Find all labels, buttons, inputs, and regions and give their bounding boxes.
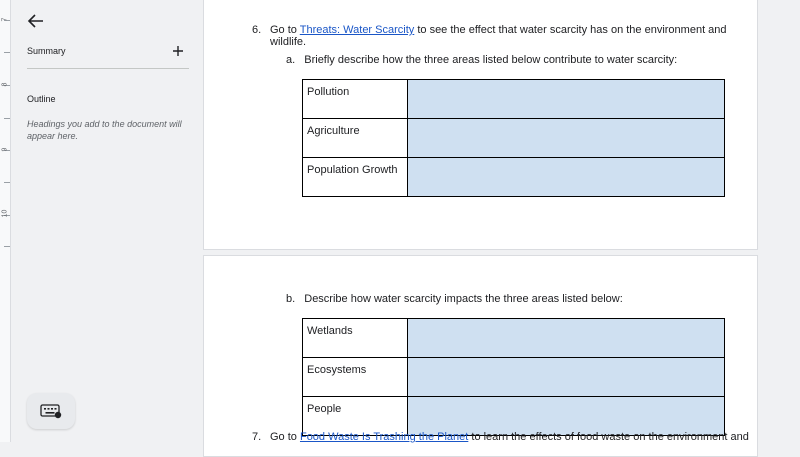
add-summary-plus-icon[interactable] — [171, 44, 185, 58]
list-marker: a. — [286, 54, 296, 66]
ruler-label: 10 — [1, 209, 9, 218]
sidebar-divider — [27, 68, 189, 69]
table-cell-label: People — [303, 397, 408, 436]
list-number: 6. — [252, 24, 262, 36]
answer-cell[interactable] — [408, 397, 725, 436]
question-text: to learn the effects of food waste on the environment and — [468, 431, 749, 443]
back-arrow-icon[interactable] — [25, 10, 47, 32]
ruler-tick — [4, 52, 10, 53]
table-cell-label: Pollution — [303, 80, 408, 119]
table-cell-label: Wetlands — [303, 319, 408, 358]
ruler-label: 7 — [1, 17, 9, 22]
table-row — [303, 358, 725, 397]
table-cell-label: Population Growth — [303, 158, 408, 197]
answer-cell[interactable] — [408, 158, 725, 197]
outline-empty-hint: Headings you add to the document will appear here. — [27, 119, 182, 141]
contribution-table — [302, 79, 725, 197]
question-6 — [252, 24, 742, 48]
ruler-tick — [4, 246, 10, 247]
question-text: Go to — [270, 24, 300, 36]
table-row — [303, 119, 725, 158]
question-text: Go to — [270, 431, 300, 443]
answer-cell[interactable] — [408, 319, 725, 358]
question-text: Describe how water scarcity impacts the three areas listed below: — [304, 293, 623, 305]
answer-cell[interactable] — [408, 119, 725, 158]
table-cell-label: Ecosystems — [303, 358, 408, 397]
table-row — [303, 397, 725, 436]
table-row — [303, 319, 725, 358]
sub-question-a — [286, 54, 677, 66]
question-7 — [252, 431, 752, 443]
impact-table — [302, 318, 725, 436]
answer-cell[interactable] — [408, 80, 725, 119]
question-text: Briefly describe how the three areas listed below contribute to water scarcity: — [304, 54, 678, 66]
answer-cell[interactable] — [408, 358, 725, 397]
food-waste-link[interactable]: Food Waste Is Trashing the Planet — [299, 431, 469, 443]
threats-water-scarcity-link[interactable]: Threats: Water Scarcity — [299, 24, 415, 36]
document-page — [203, 255, 758, 457]
document-outline-sidebar — [11, 0, 207, 442]
ruler-label: 9 — [1, 147, 9, 152]
table-row — [303, 158, 725, 197]
ruler-tick — [4, 118, 10, 119]
question-text: to see the effect that water scarcity has on the environment and — [414, 24, 727, 36]
summary-heading: Summary — [27, 46, 66, 56]
list-marker: b. — [286, 293, 296, 305]
outline-heading: Outline — [27, 94, 56, 104]
table-row — [303, 80, 725, 119]
keyboard-shortcuts-button[interactable] — [27, 393, 75, 429]
ruler-tick — [4, 182, 10, 183]
vertical-ruler — [0, 0, 11, 442]
sub-question-b — [286, 293, 623, 305]
keyboard-icon — [40, 403, 62, 419]
question-text: wildlife. — [270, 36, 307, 48]
document-page — [203, 0, 758, 250]
list-number: 7. — [252, 431, 262, 443]
table-cell-label: Agriculture — [303, 119, 408, 158]
ruler-label: 8 — [1, 82, 9, 87]
